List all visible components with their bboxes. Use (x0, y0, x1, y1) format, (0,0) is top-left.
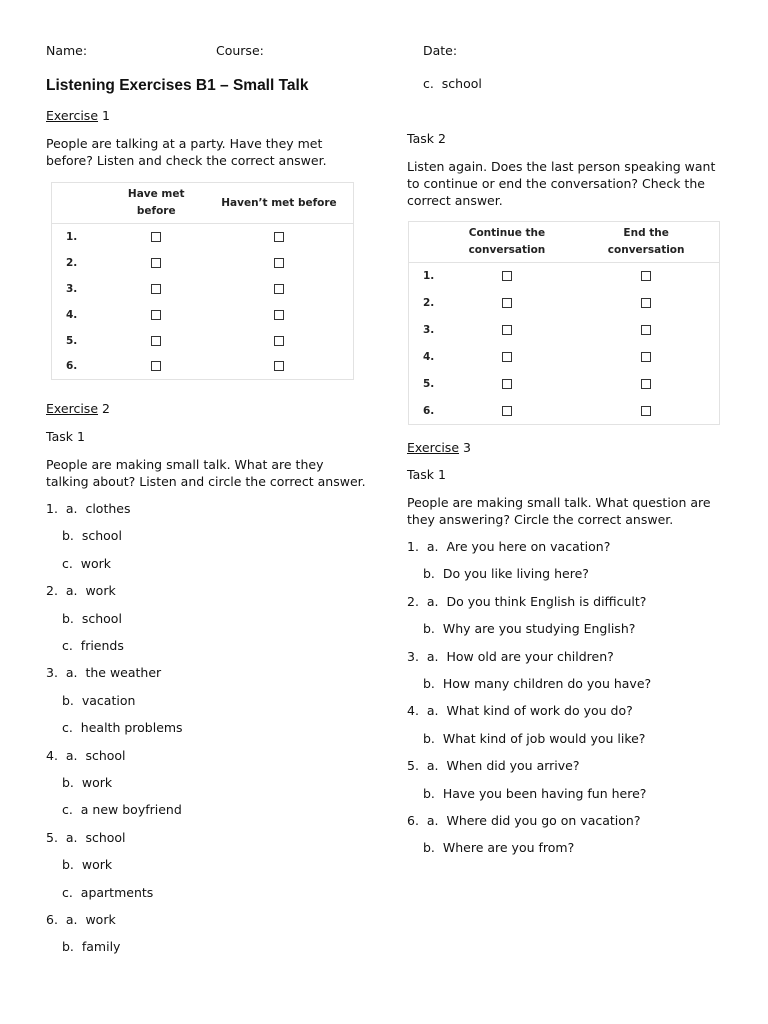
table-row (52, 328, 354, 354)
answer-option[interactable]: c. a new boyfriend (62, 802, 182, 818)
table-row (409, 344, 720, 371)
answer-option[interactable]: 3. a. the weather (46, 665, 162, 681)
exercise2-task2-table (408, 221, 720, 425)
answer-option[interactable]: c. school (423, 76, 482, 91)
col-have-met-before: Have met before (108, 183, 205, 224)
checkbox-cell (108, 250, 205, 276)
answer-option[interactable]: b. Have you been having fun here? (423, 785, 647, 801)
checkbox[interactable] (502, 406, 512, 416)
checkbox-cell (441, 398, 574, 425)
checkbox[interactable] (274, 232, 284, 242)
checkbox-cell (108, 276, 205, 302)
checkbox[interactable] (641, 325, 651, 335)
checkbox-cell (108, 354, 205, 380)
row-number: 3. (423, 324, 435, 336)
table-row (409, 317, 720, 344)
col-havent-met-before: Haven’t met before (205, 183, 354, 224)
answer-option[interactable]: 2. a. work (46, 583, 116, 599)
answer-option[interactable]: 1. a. Are you here on vacation? (407, 539, 611, 554)
checkbox[interactable] (502, 325, 512, 335)
row-number: 3. (66, 282, 78, 295)
checkbox[interactable] (502, 352, 512, 362)
checkbox-cell (205, 354, 354, 380)
exercise3-task1-label: Task 1 (407, 467, 446, 482)
answer-option[interactable]: 4. a. school (46, 747, 126, 763)
row-number: 2. (66, 256, 78, 269)
row-number: 4. (423, 351, 435, 363)
exercise1-instructions: People are talking at a party. Have they met before? Listen and check the correct answer. (46, 136, 327, 168)
checkbox-cell (441, 290, 574, 317)
answer-option[interactable]: b. family (62, 939, 121, 955)
checkbox[interactable] (151, 361, 161, 371)
exercise2-task1-instructions: People are making small talk. What are they talking about? Listen and circle the correct answer. (46, 457, 366, 489)
answer-option[interactable]: b. Why are you studying English? (423, 621, 636, 637)
answer-option[interactable]: c. apartments (62, 884, 154, 900)
exercise2-task2-label: Task 2 (407, 131, 446, 146)
checkbox-cell (573, 317, 719, 344)
row-number: 4. (66, 308, 78, 321)
checkbox-cell (573, 344, 719, 371)
exercise1-table (51, 182, 354, 380)
checkbox-cell (108, 328, 205, 354)
checkbox-cell (573, 290, 719, 317)
row-number: 1. (423, 270, 435, 283)
table-corner (52, 183, 108, 224)
document-title: Listening Exercises B1 – Small Talk (46, 77, 309, 94)
checkbox[interactable] (502, 298, 512, 308)
checkbox[interactable] (274, 336, 284, 346)
answer-option[interactable]: 6. a. work (46, 912, 116, 927)
checkbox[interactable] (641, 352, 651, 362)
checkbox[interactable] (151, 310, 161, 320)
checkbox-cell (205, 276, 354, 302)
answer-option[interactable]: 6. a. Where did you go on vacation? (407, 813, 641, 828)
exercise2-task1-label: Task 1 (46, 429, 85, 444)
exercise1-number: 1 (102, 108, 110, 123)
name-label: Name: (46, 43, 88, 58)
answer-option[interactable]: c. friends (62, 638, 124, 653)
checkbox[interactable] (274, 310, 284, 320)
answer-option[interactable]: b. school (62, 610, 122, 626)
row-number: 2. (423, 297, 435, 309)
table-row (409, 290, 720, 317)
checkbox[interactable] (641, 379, 651, 389)
exercise3-task1-instructions: People are making small talk. What question are they answering? Circle the correct answer. (407, 495, 711, 527)
answer-option[interactable]: 2. a. Do you think English is difficult? (407, 593, 647, 609)
checkbox-cell (205, 250, 354, 276)
checkbox-cell (441, 317, 574, 344)
checkbox[interactable] (274, 258, 284, 268)
answer-option[interactable]: c. work (62, 555, 112, 571)
table-row (52, 250, 354, 276)
checkbox[interactable] (502, 379, 512, 389)
answer-option[interactable]: 5. a. school (46, 829, 126, 845)
checkbox-cell (441, 371, 574, 398)
answer-option[interactable]: 1. a. clothes (46, 501, 131, 516)
row-number: 5. (423, 378, 435, 390)
exercise2-task2-instructions: Listen again. Does the last person speaking want to continue or end the conversation? Check the correct answer. (407, 159, 716, 208)
checkbox[interactable] (641, 406, 651, 416)
checkbox[interactable] (274, 284, 284, 294)
checkbox[interactable] (151, 284, 161, 294)
exercise2-number: 2 (102, 401, 110, 416)
exercise3-heading (407, 440, 471, 455)
table-row (52, 276, 354, 302)
course-label: Course: (216, 43, 264, 58)
row-number: 6. (423, 404, 435, 417)
exercise2-word: Exercise (46, 401, 99, 416)
answer-option[interactable]: b. What kind of job would you like? (423, 730, 646, 746)
checkbox[interactable] (502, 271, 512, 281)
answer-option[interactable]: b. work (62, 857, 113, 873)
row-number: 5. (66, 334, 78, 347)
checkbox[interactable] (151, 336, 161, 346)
checkbox-cell (108, 302, 205, 328)
checkbox-cell (205, 224, 354, 250)
exercise2-heading (46, 401, 110, 416)
answer-option[interactable]: c. health problems (62, 720, 183, 736)
checkbox[interactable] (274, 361, 284, 371)
answer-option[interactable]: 3. a. How old are your children? (407, 648, 614, 664)
table-row (409, 398, 720, 425)
table-row (409, 263, 720, 290)
row-number: 1. (66, 230, 78, 243)
col-continue-conversation: Continue the conversation (441, 222, 574, 263)
exercise1-heading (46, 108, 110, 123)
checkbox-cell (441, 263, 574, 290)
checkbox[interactable] (641, 271, 651, 281)
exercise1-word: Exercise (46, 108, 99, 123)
exercise3-number: 3 (463, 440, 471, 455)
answer-option[interactable]: b. school (62, 528, 122, 544)
checkbox[interactable] (151, 232, 161, 242)
answer-option[interactable]: b. Do you like living here? (423, 566, 589, 582)
answer-option[interactable]: b. Where are you from? (423, 840, 575, 856)
row-number: 6. (66, 360, 78, 373)
checkbox-cell (108, 224, 205, 250)
col-end-conversation: End the conversation (573, 222, 719, 263)
answer-option[interactable]: b. How many children do you have? (423, 676, 652, 691)
checkbox-cell (573, 263, 719, 290)
checkbox-cell (205, 302, 354, 328)
checkbox[interactable] (641, 298, 651, 308)
answer-option[interactable]: 4. a. What kind of work do you do? (407, 703, 633, 719)
table-row (52, 302, 354, 328)
checkbox-cell (205, 328, 354, 354)
exercise3-word: Exercise (407, 440, 460, 455)
checkbox-cell (573, 371, 719, 398)
checkbox-cell (441, 344, 574, 371)
checkbox[interactable] (151, 258, 161, 268)
answer-option[interactable]: b. vacation (62, 692, 136, 708)
table-row (52, 354, 354, 380)
date-label: Date: (423, 43, 458, 58)
answer-option[interactable]: 5. a. When did you arrive? (407, 758, 580, 774)
table-corner (409, 222, 441, 263)
checkbox-cell (573, 398, 719, 425)
answer-option[interactable]: b. work (62, 775, 113, 790)
table-row (409, 371, 720, 398)
table-row (52, 224, 354, 250)
